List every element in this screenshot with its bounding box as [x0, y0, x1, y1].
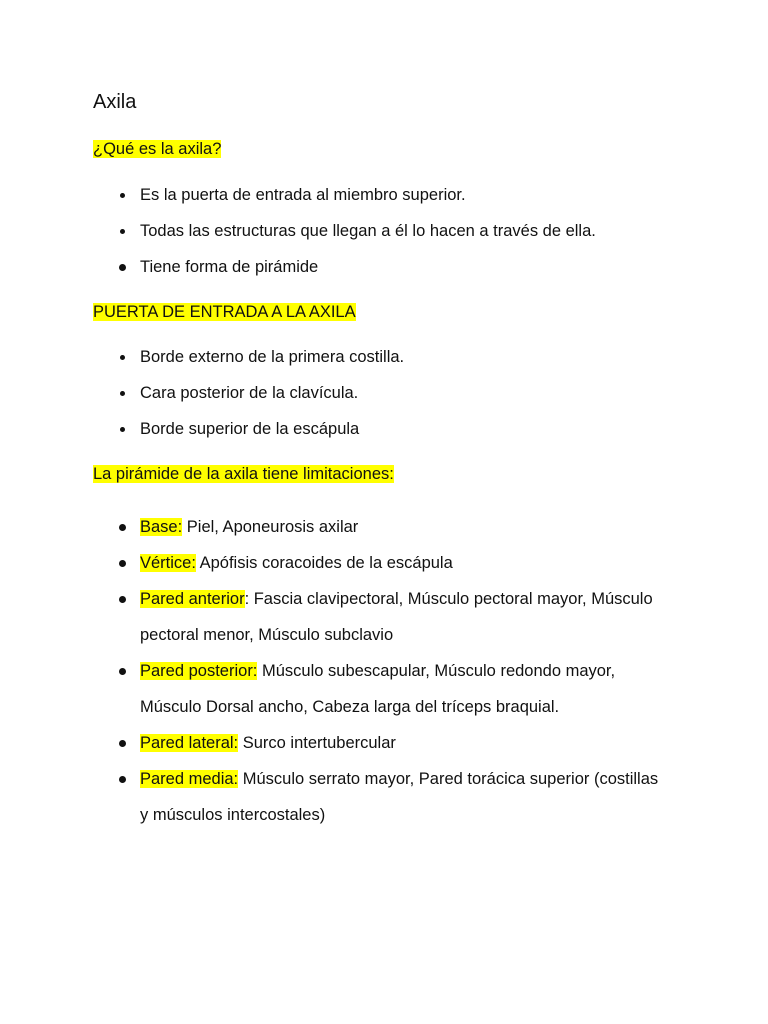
bullet-icon — [117, 345, 127, 369]
limit-description: Músculo subescapular, Músculo redondo mayor, Músculo Dorsal ancho, Cabeza larga del tríceps braquial. — [140, 662, 616, 716]
highlighted-heading-text: ¿Qué es la axila? — [93, 140, 222, 158]
bullet-icon — [117, 653, 127, 689]
highlighted-heading-text: PUERTA DE ENTRADA A LA AXILA — [93, 303, 356, 321]
bullet-icon — [117, 509, 127, 545]
bullet-icon — [117, 183, 127, 207]
list-item — [0, 345, 660, 381]
list-item — [0, 653, 660, 725]
list-item — [0, 381, 660, 417]
list-item — [0, 417, 660, 453]
limit-term: Pared lateral: — [140, 734, 239, 752]
page-title: Axila — [93, 91, 137, 113]
bullet-icon — [117, 381, 127, 405]
section-heading-puerta — [93, 301, 356, 323]
list-item — [0, 761, 660, 833]
limit-description: Músculo serrato mayor, Pared torácica superior (costillas y músculos intercostales) — [140, 770, 659, 824]
list-item — [0, 255, 660, 291]
highlighted-heading-text: La pirámide de la axila tiene limitaciones: — [93, 465, 394, 483]
limits-list — [0, 509, 660, 833]
limit-term: Pared anterior — [140, 590, 245, 608]
bullet-icon — [117, 255, 127, 279]
list-item — [0, 219, 660, 255]
list-item-text: Tiene forma de pirámide — [140, 258, 319, 276]
list-item-text: Borde superior de la escápula — [140, 420, 360, 438]
list-item-text: Cara posterior de la clavícula. — [140, 384, 359, 402]
bullet-icon — [117, 761, 127, 797]
limit-term: Pared posterior: — [140, 662, 258, 680]
list-item-text: Es la puerta de entrada al miembro superior. — [140, 186, 466, 204]
bullet-icon — [117, 725, 127, 761]
limit-description: Apófisis coracoides de la escápula — [195, 554, 453, 572]
list-item-text: Borde externo de la primera costilla. — [140, 348, 405, 366]
bullet-icon — [117, 581, 127, 617]
list-item — [0, 545, 660, 581]
bullet-icon — [117, 417, 127, 441]
list-item — [0, 509, 660, 545]
list-item — [0, 183, 660, 219]
bullet-icon — [117, 545, 127, 581]
list-item-text: Todas las estructuras que llegan a él lo hacen a través de ella. — [140, 222, 596, 240]
section-heading-limitaciones — [93, 463, 394, 485]
limit-term: Vértice: — [140, 554, 196, 572]
limit-term: Base: — [140, 518, 183, 536]
bullet-icon — [117, 219, 127, 243]
list-item — [0, 725, 660, 761]
definition-list — [0, 183, 660, 291]
limit-description: Piel, Aponeurosis axilar — [182, 518, 359, 536]
entrance-list — [0, 345, 660, 453]
section-heading-que-es — [93, 138, 221, 160]
limit-description: Surco intertubercular — [238, 734, 396, 752]
list-item — [0, 581, 660, 653]
limit-description: : Fascia clavipectoral, Músculo pectoral mayor, Músculo pectoral menor, Músculo subclavio — [140, 590, 653, 644]
limit-term: Pared media: — [140, 770, 239, 788]
